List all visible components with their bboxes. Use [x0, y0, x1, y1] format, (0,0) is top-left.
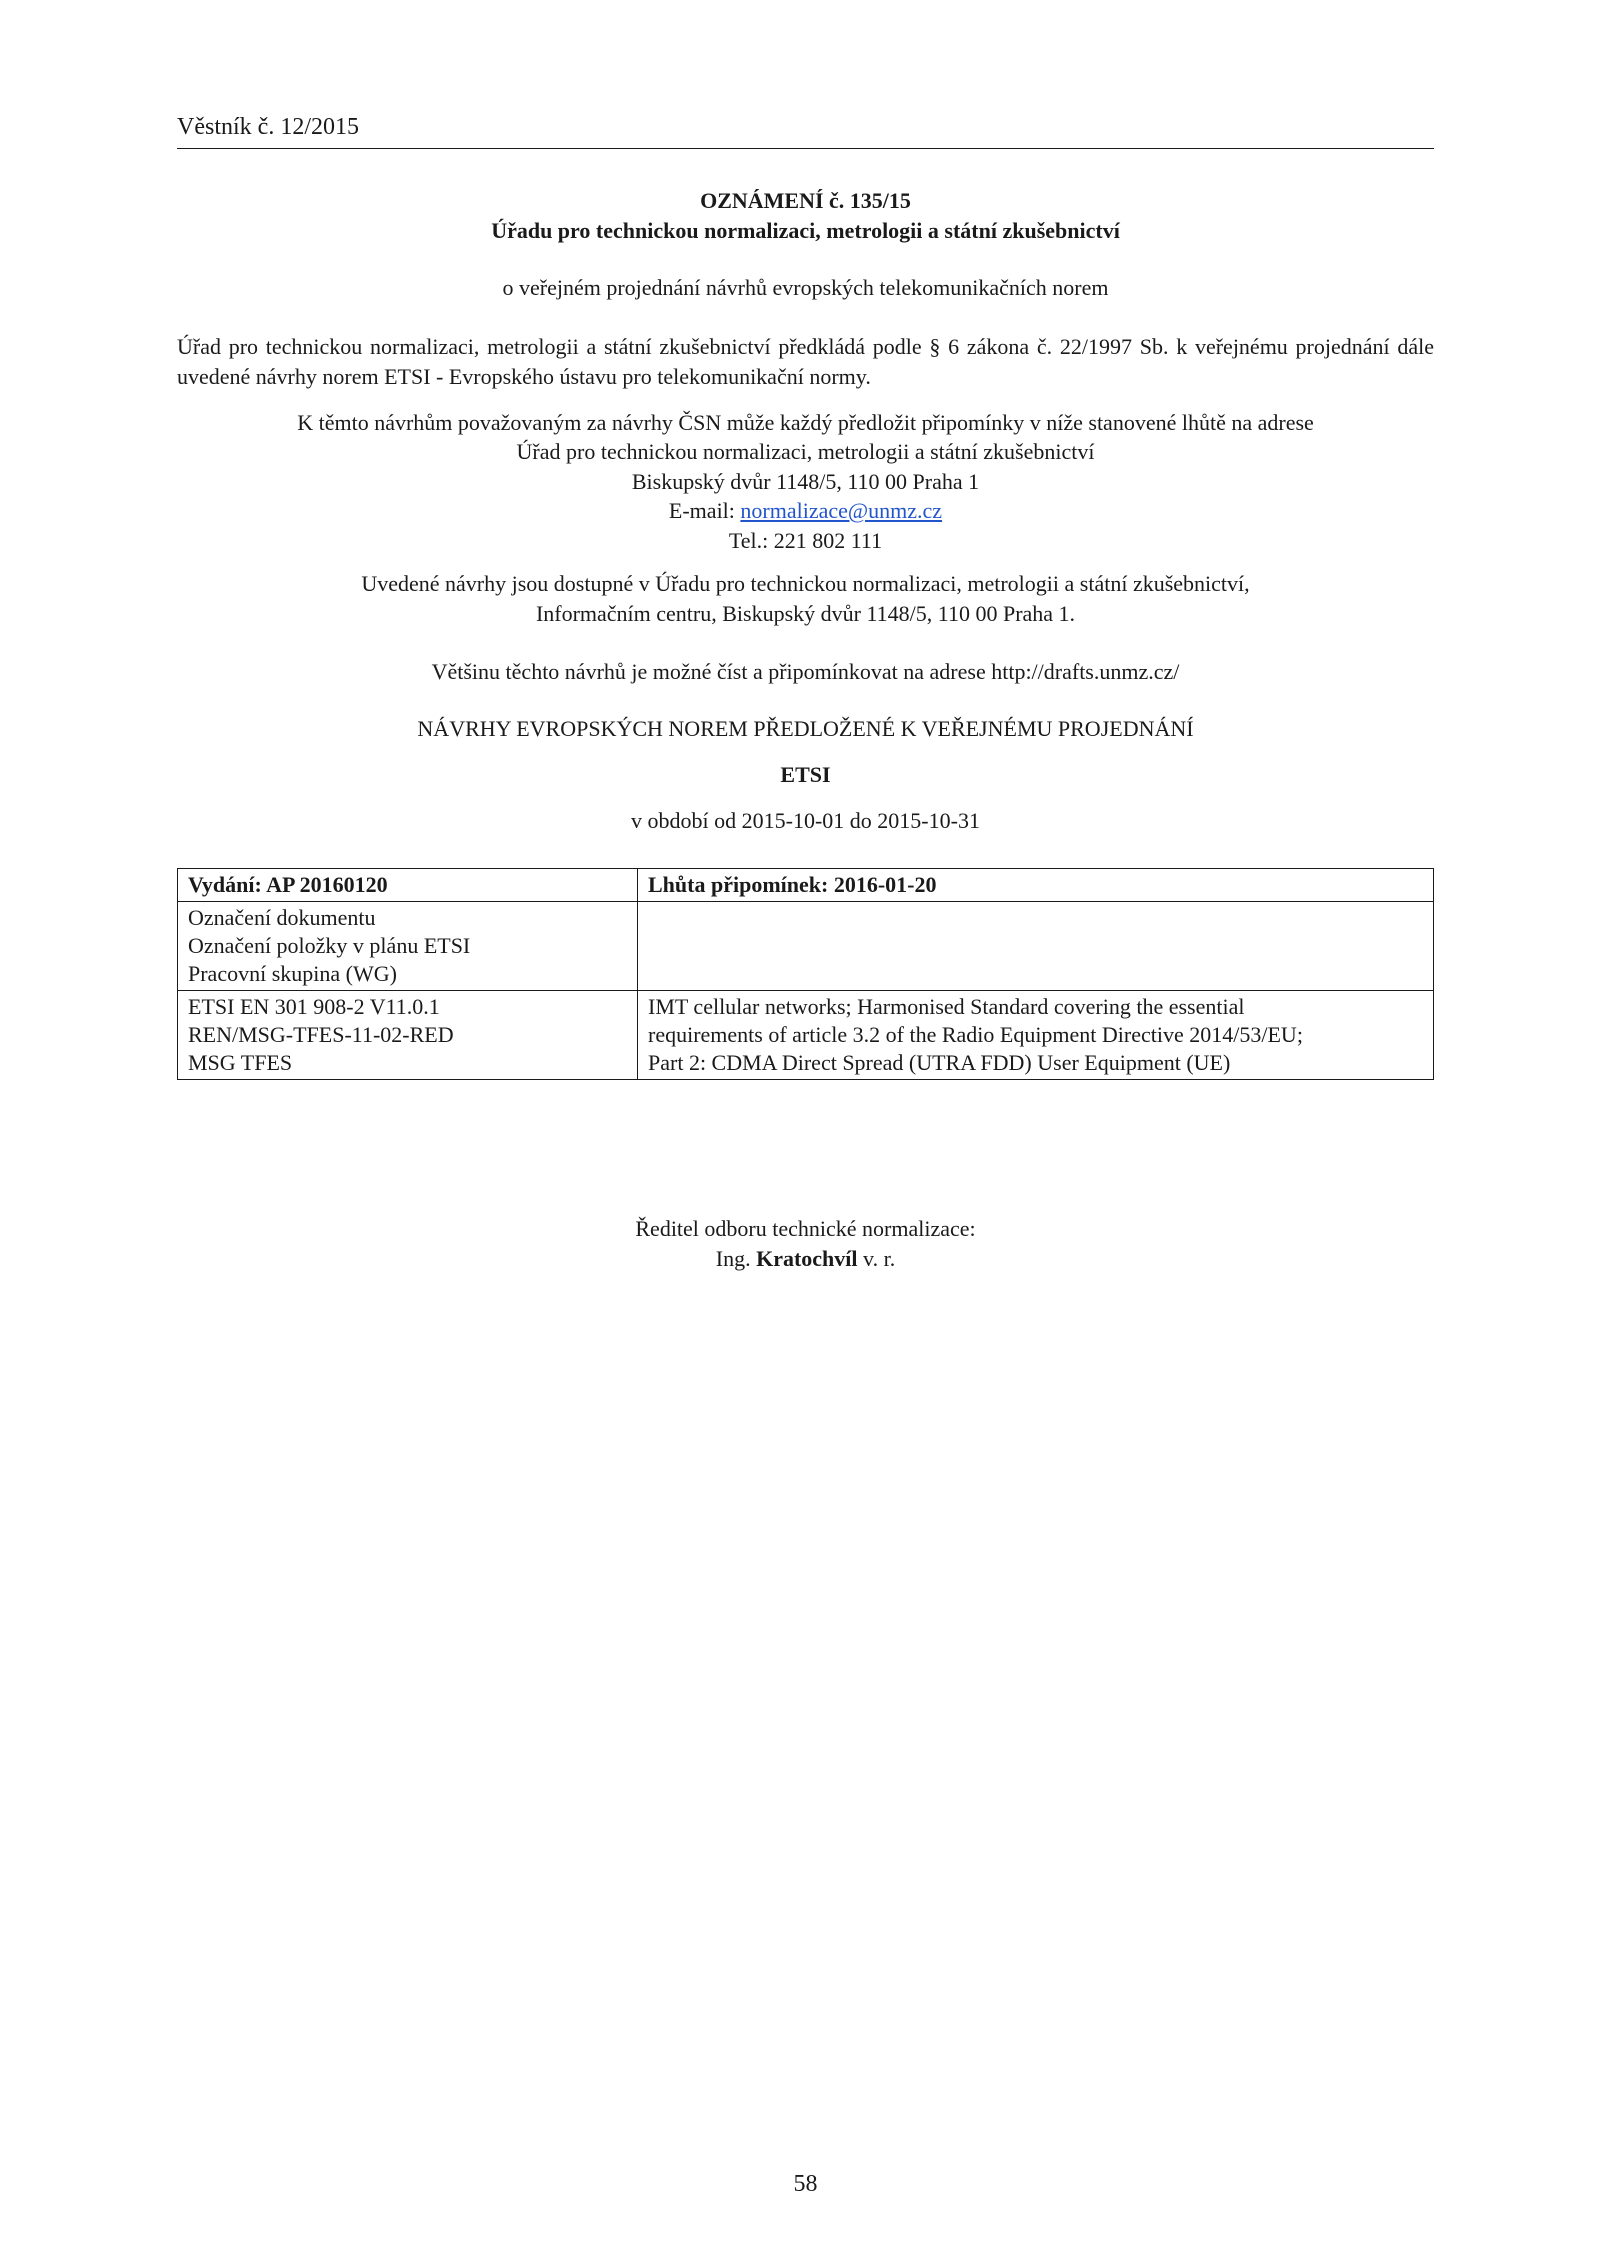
address-email-line	[177, 496, 1434, 526]
availability-note	[177, 569, 1434, 629]
email-link[interactable]: normalizace@unmz.cz	[740, 498, 943, 523]
period-line: v období od 2015-10-01 do 2015-10-31	[631, 808, 980, 833]
journal-issue: Věstník č. 12/2015	[177, 114, 359, 140]
comments-instruction: K těmto návrhům považovaným za návrhy ČSN může každý předložit připomínky v níže stanovené lhůtě na adrese	[297, 410, 1314, 435]
signature-role: Ředitel odboru technické normalizace:	[635, 1216, 976, 1241]
signature-name: Kratochvíl	[756, 1246, 858, 1271]
document-title-line: Part 2: CDMA Direct Spread (UTRA FDD) User Equipment (UE)	[648, 1050, 1231, 1075]
legend-line: Označení dokumentu	[188, 905, 376, 930]
availability-line-1: Uvedené návrhy jsou dostupné v Úřadu pro technickou normalizaci, metrologii a státní zkušebnictví,	[361, 571, 1250, 596]
email-label: E-mail:	[668, 498, 741, 523]
draft-standards-table	[177, 868, 1434, 1080]
signature-prefix: Ing.	[715, 1246, 757, 1271]
running-header	[177, 112, 1434, 149]
notice-subject: o veřejném projednání návrhů evropských telekomunikačních norem	[502, 275, 1109, 300]
issue-header-cell: Vydání: AP 20160120	[178, 869, 638, 902]
legend-line: Označení položky v plánu ETSI	[188, 933, 471, 958]
document-title-cell	[638, 991, 1434, 1080]
section-heading: NÁVRHY EVROPSKÝCH NOREM PŘEDLOŽENÉ K VEŘEJNÉMU PROJEDNÁNÍ	[417, 716, 1194, 741]
table-row	[178, 991, 1434, 1080]
working-group: MSG TFES	[188, 1050, 293, 1075]
deadline-header-cell: Lhůta připomínek: 2016-01-20	[638, 869, 1434, 902]
legend-empty-cell	[638, 902, 1434, 991]
signature-name-line	[177, 1244, 1434, 1274]
legend-cell	[178, 902, 638, 991]
notice-title: OZNÁMENÍ č. 135/15	[700, 188, 911, 213]
legend-line: Pracovní skupina (WG)	[188, 961, 397, 986]
page-number: 58	[793, 2171, 818, 2197]
document-title-line: IMT cellular networks; Harmonised Standard covering the essential	[648, 994, 1245, 1019]
address-block	[177, 437, 1434, 555]
address-street: Biskupský dvůr 1148/5, 110 00 Praha 1	[631, 468, 980, 494]
drafts-website-note: Většinu těchto návrhů je možné číst a připomínkovat na adrese http://drafts.unmz.cz/	[431, 659, 1180, 684]
signature-suffix: v. r.	[857, 1246, 896, 1271]
intro-paragraph: Úřad pro technickou normalizaci, metrologii a státní zkušebnictví předkládá podle § 6 zákona č. 22/1997 Sb. k veřejnému projednání dále uvedené návrhy norem ETSI - Evropského ústavu pro telekomunikační normy.	[177, 334, 1434, 389]
address-org: Úřad pro technickou normalizaci, metrologii a státní zkušebnictví	[516, 439, 1095, 464]
document-designation: ETSI EN 301 908-2 V11.0.1	[188, 994, 440, 1019]
signature-block	[177, 1214, 1434, 1274]
notice-authority: Úřadu pro technickou normalizaci, metrologii a státní zkušebnictví	[491, 218, 1120, 243]
org-heading: ETSI	[780, 762, 831, 787]
work-item-reference: REN/MSG-TFES-11-02-RED	[188, 1022, 454, 1047]
table-legend-row	[178, 902, 1434, 991]
table-header-row	[178, 869, 1434, 902]
document-ids-cell	[178, 991, 638, 1080]
address-phone: Tel.: 221 802 111	[728, 527, 883, 553]
availability-line-2: Informačním centru, Biskupský dvůr 1148/5, 110 00 Praha 1.	[535, 601, 1076, 626]
document-page	[177, 0, 1434, 2263]
document-title-line: requirements of article 3.2 of the Radio Equipment Directive 2014/53/EU;	[648, 1022, 1303, 1047]
